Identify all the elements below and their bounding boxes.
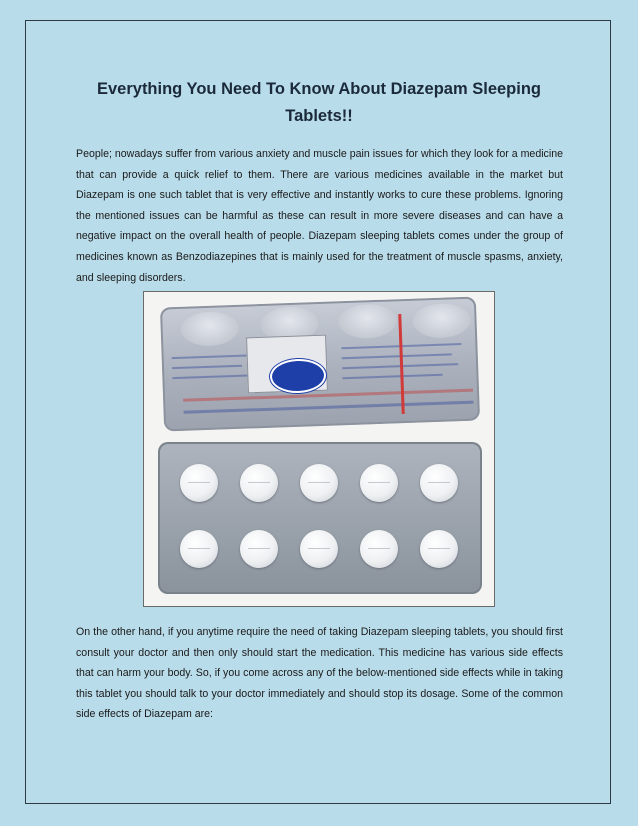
tablet [180, 530, 218, 568]
intro-paragraph: People; nowadays suffer from various anxiety and muscle pain issues for which they look for a medicine that can provide a quick relief to them. There are various medicines available in the market but Diazepam is one such tablet that is very effective and instantly works to cure these problems. Ignoring the mentioned issues can be harmful as these can result in more severe diseases and can have a negative impact on the overall health of people. Diazepam sleeping tablets comes under the group of medicines known as Benzodiazepines that is mainly used for the treatment of muscle spasms, anxiety, and sleeping disorders. [76, 148, 563, 284]
diazepam-tablets-photo [143, 291, 495, 607]
blister-bump [338, 303, 397, 339]
blister-bump [412, 303, 471, 339]
printed-text [184, 401, 474, 414]
printed-text [172, 365, 242, 369]
tablet [420, 530, 458, 568]
tablet [360, 464, 398, 502]
tablet [240, 464, 278, 502]
printed-text [342, 353, 452, 359]
printed-text [342, 374, 442, 379]
tablet [180, 464, 218, 502]
printed-text [172, 375, 248, 380]
printed-text [172, 354, 252, 359]
tablet [300, 464, 338, 502]
blister-bump [180, 311, 239, 347]
tablet [300, 530, 338, 568]
printed-text [183, 389, 473, 402]
tablet [240, 530, 278, 568]
blister-pack-front [158, 442, 482, 594]
tablet [420, 464, 458, 502]
document-title: Everything You Need To Know About Diazepam Sleeping Tablets!! [96, 80, 542, 125]
tablet [360, 530, 398, 568]
side-effects-paragraph: On the other hand, if you anytime require the need of taking Diazepam sleeping tablets, you should first consult your doctor and then only should start the medication. This medicine has various side effects that can harm your body. So, if you come across any of the below-mentioned side effects while in taking this tablet you should talk to your doctor immediately and should stop its dosage. Some of the common side effects of Diazepam are: [76, 626, 563, 721]
